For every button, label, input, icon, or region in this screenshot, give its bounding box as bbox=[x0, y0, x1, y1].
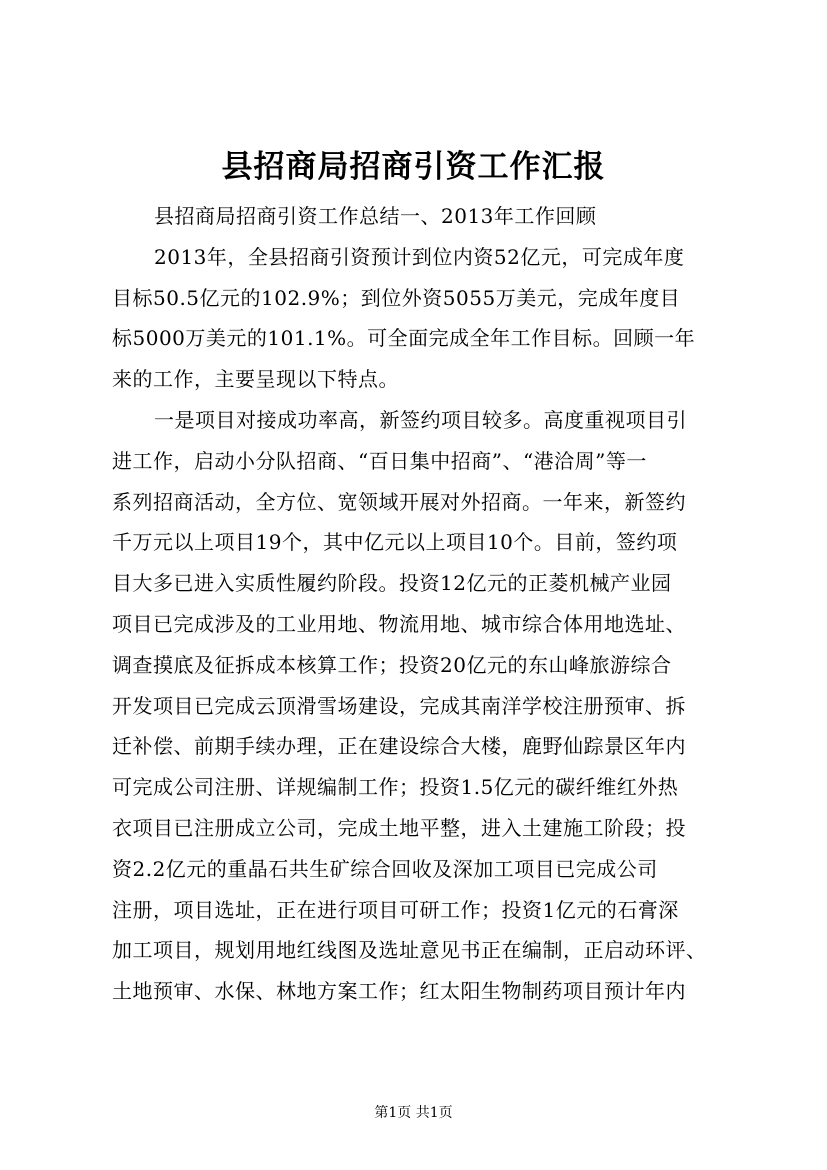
body-line: 开发项目已完成云顶滑雪场建设，完成其南洋学校注册预审、拆 bbox=[112, 693, 686, 718]
document-body bbox=[112, 196, 718, 1012]
body-line: 衣项目已注册成立公司，完成土地平整，进入土建施工阶段；投 bbox=[112, 815, 686, 840]
body-line: 系列招商活动，全方位、宽领域开展对外招商。一年来，新签约 bbox=[112, 489, 686, 514]
body-line: 千万元以上项目19个，其中亿元以上项目10个。目前，签约项 bbox=[112, 530, 678, 555]
body-line: 标5000万美元的101.1%。可全面完成全年工作目标。回顾一年 bbox=[112, 326, 696, 351]
page-footer: 第1页 共1页 bbox=[374, 1105, 453, 1121]
body-line: 2013年，全县招商引资预计到位内资52亿元，可完成年度 bbox=[154, 244, 685, 269]
body-line: 县招商局招商引资工作总结一、2013年工作回顾 bbox=[154, 204, 597, 228]
body-line: 加工项目，规划用地红线图及选址意见书正在编制，正启动环评、 bbox=[112, 938, 707, 963]
document-title: 县招商局招商引资工作汇报 bbox=[221, 149, 606, 185]
body-line: 土地预审、水保、林地方案工作；红太阳生物制药项目预计年内 bbox=[112, 979, 686, 1004]
body-line: 进工作，启动小分队招商、“百日集中招商”、“港洽周”等一 bbox=[112, 448, 647, 473]
body-line: 目标50.5亿元的102.9%；到位外资5055万美元，完成年度目 bbox=[112, 285, 681, 310]
body-line: 来的工作，主要呈现以下特点。 bbox=[112, 367, 399, 392]
body-line: 可完成公司注册、详规编制工作；投资1.5亿元的碳纤维红外热 bbox=[112, 775, 679, 800]
body-line: 一是项目对接成功率高，新签约项目较多。高度重视项目引 bbox=[154, 407, 687, 432]
body-line: 注册，项目选址，正在进行项目可研工作；投资1亿元的石膏深 bbox=[112, 897, 679, 922]
body-line: 资2.2亿元的重晶石共生矿综合回收及深加工项目已完成公司 bbox=[112, 856, 658, 881]
body-line: 调查摸底及征拆成本核算工作；投资20亿元的东山峰旅游综合 bbox=[112, 652, 672, 677]
body-line: 目大多已进入实质性履约阶段。投资12亿元的正菱机械产业园 bbox=[112, 571, 672, 596]
body-line: 项目已完成涉及的工业用地、物流用地、城市综合体用地选址、 bbox=[112, 611, 686, 636]
body-line: 迁补偿、前期手续办理，正在建设综合大楼，鹿野仙踪景区年内 bbox=[112, 734, 686, 759]
